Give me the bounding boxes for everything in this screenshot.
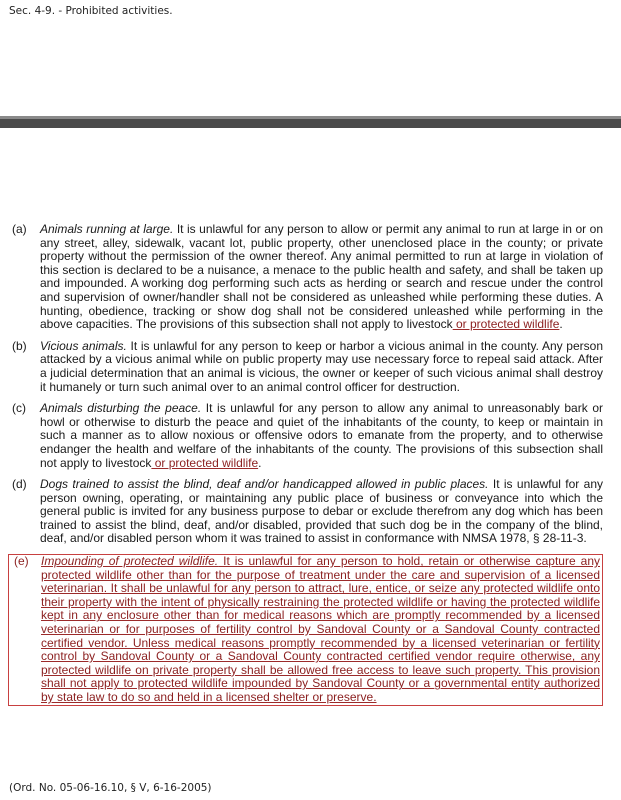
subsection-title: Animals running at large. [40, 222, 174, 236]
subsection-text: It is unlawful for any person to keep or harbor a vicious animal in the county. Any person attacked by a vicious animal while on public property may use necessary force to repeal said attack. After a judicial determination that an animal is vicious, the owner or keeper of such vicious animal shall destroy it humanely or turn such animal over to an animal control officer for destruction. [40, 338, 603, 394]
inserted-text: or protected wildlife [151, 455, 259, 470]
subsection-title: Impounding of protected wildlife. [41, 554, 219, 569]
subsection-e [11, 555, 600, 705]
subsection-label: (e) [14, 554, 29, 569]
subsection-text: It is unlawful for any person to allow any animal to unreasonably bark or howl or otherwise to disturb the peace and quiet of the inhabitants of the county, to keep or maintain in such a manner as to allow noxious or offensive odors to emanate from the property, and to otherwise endanger the health and welfare of the inhabitants of the county. The provisions of this subsection shall not apply to livestock [40, 401, 603, 470]
divider-bar [0, 119, 621, 128]
subsection-a [10, 223, 603, 332]
subsection-label: (c) [12, 401, 26, 416]
ordinance-body [10, 223, 603, 706]
subsection-title: Animals disturbing the peace. [40, 401, 202, 416]
subsection-label: (d) [12, 477, 27, 492]
subsection-text: It is unlawful for any person owning, operating, or maintaining any public place of business or conveyance into which the general public is invited for any business purpose to debar or exclude therefrom any dog which has been trained to assist the blind, deaf, and/or disabled, provided that such dog be in the company of the blind, deaf, and/or disabled person whom it was trained to assist in conformance with NMSA 1978, § 28-11-3. [40, 477, 603, 546]
subsection-text: It is unlawful for any person to hold, retain or otherwise capture any protected wildlife other than for the purpose of treatment under the care and supervision of a licensed veterinarian. It shall be unlawful for any person to attract, lure, entice, or seize any protected wildlife onto their property with the intent of physically restraining the protected wildlife or having the protected wildlife kept in any enclosure other than for medical reasons which are promptly recommended by a licensed veterinarian or for purposes of fertility control by Sandoval County or a Sandoval County contracted certified vendor. Unless medical reasons promptly recommended by a licensed veterinarian or fertility control by Sandoval County or a Sandoval County contracted certified vendor require otherwise, any protected wildlife on private property shall be allowed free access to leave such property. This provision shall not apply to protected wildlife impounded by Sandoval County or a governmental entity authorized by state law to do so and held in a licensed shelter or preserve. [41, 554, 600, 704]
inserted-subsection-box [8, 554, 603, 706]
subsection-label: (a) [12, 222, 27, 236]
ordinance-history: (Ord. No. 05-06-16.10, § V, 6-16-2005) [9, 782, 212, 794]
inserted-text: or protected wildlife [452, 317, 560, 332]
subsection-title: Vicious animals. [40, 338, 127, 353]
subsection-c [10, 402, 603, 470]
subsection-title: Dogs trained to assist the blind, deaf and/or handicapped allowed in public places. [40, 477, 489, 492]
subsection-end: . [258, 455, 262, 470]
section-heading: Sec. 4-9. - Prohibited activities. [9, 5, 173, 17]
subsection-d [10, 478, 603, 546]
subsection-end: . [559, 317, 563, 332]
subsection-text: It is unlawful for any person to allow or permit any animal to run at large in or on any street, alley, sidewalk, vacant lot, public property, other unenclosed place in the county; or private property without the permission of the owner thereof. Any animal permitted to run at large in violation of this section is declared to be a nuisance, a menace to the public health and safety, and shall be taken up and impounded. A working dog performing such acts as herding or search and rescue under the control and supervision of owner/handler shall not be considered as unleashed while performing these duties. A hunting, obedience, tracking or show dog shall not be considered unleashed while performing in the above capacities. The provisions of this subsection shall not apply to livestock [40, 222, 603, 332]
subsection-label: (b) [12, 338, 27, 353]
subsection-b [10, 340, 603, 394]
